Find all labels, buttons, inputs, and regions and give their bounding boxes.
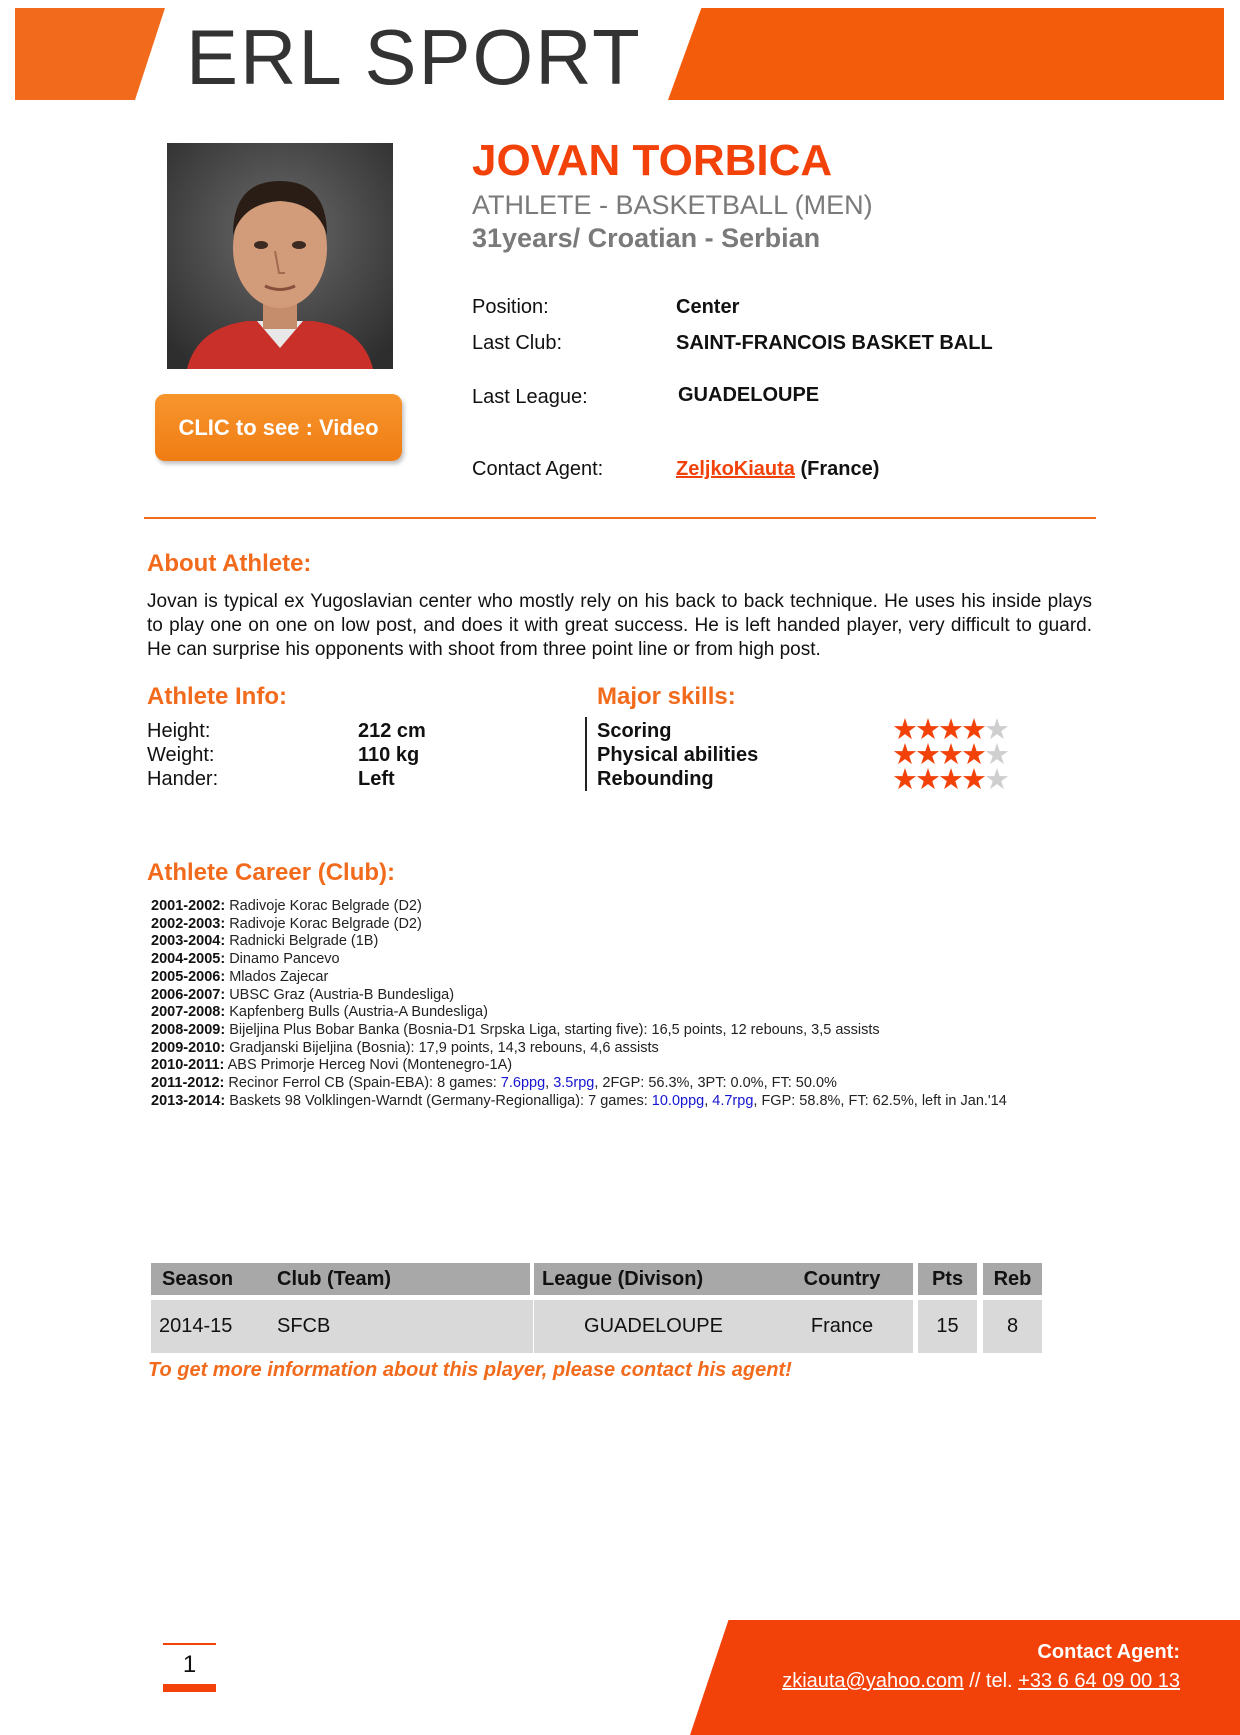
career-line: 2004-2005: Dinamo Pancevo (151, 951, 340, 968)
page-number-rule-top (163, 1643, 216, 1645)
career-heading: Athlete Career (Club): (147, 859, 396, 886)
star-filled-icon: ★ (938, 764, 961, 796)
star-filled-icon: ★ (938, 739, 961, 771)
height-label: Height: (147, 720, 211, 742)
brand-logo: ERL SPORT (186, 13, 642, 101)
col-season: Season (151, 1263, 273, 1295)
cell-season: 2014-15 (151, 1300, 273, 1353)
page-number-rule-bottom (163, 1684, 216, 1692)
career-list (151, 898, 1071, 1110)
career-line: 2010-2011: ABS Primorje Herceg Novi (Montenegro-1A) (151, 1057, 513, 1074)
star-filled-icon: ★ (915, 739, 938, 771)
header-accent-right (668, 8, 1224, 100)
career-line: 2008-2009: Bijeljina Plus Bobar Banka (Bosnia-D1 Srpska Liga, starting five): 16,5 points, 12 rebouns, 3,5 assists (151, 1021, 880, 1038)
star-empty-icon: ★ (984, 714, 1007, 746)
career-line: 2003-2004: Radnicki Belgrade (1B) (151, 933, 379, 950)
cell-reb: 8 (983, 1300, 1042, 1353)
weight-label: Weight: (147, 744, 215, 766)
star-filled-icon: ★ (915, 764, 938, 796)
cell-club: SFCB (268, 1300, 533, 1353)
contact-note: To get more information about this player, please contact his agent! (148, 1359, 792, 1381)
weight-value: 110 kg (358, 744, 420, 766)
career-line: 2002-2003: Radivoje Korac Belgrade (D2) (151, 915, 422, 932)
star-filled-icon: ★ (961, 714, 984, 746)
position-value: Center (676, 296, 740, 318)
tel-prefix: // tel. (963, 1670, 1019, 1692)
star-filled-icon: ★ (892, 714, 915, 746)
cell-pts: 15 (918, 1300, 977, 1353)
footer-contact-line (782, 1670, 1180, 1693)
skill-rating-rebounding (892, 766, 1007, 795)
col-pts: Pts (918, 1263, 977, 1295)
career-line: 2006-2007: UBSC Graz (Austria-B Bundesliga) (151, 986, 455, 1003)
skills-heading: Major skills: (597, 683, 736, 710)
col-country: Country (771, 1263, 913, 1295)
height-value: 212 cm (358, 720, 426, 742)
about-heading: About Athlete: (147, 550, 312, 577)
col-reb: Reb (983, 1263, 1042, 1295)
star-filled-icon: ★ (892, 764, 915, 796)
athlete-info-heading: Athlete Info: (147, 683, 287, 710)
hander-label: Hander: (147, 768, 219, 790)
header-accent-left (15, 8, 165, 100)
athlete-name: JOVAN TORBICA (472, 136, 833, 185)
star-empty-icon: ★ (984, 739, 1007, 771)
video-button[interactable]: CLIC to see : Video (155, 394, 402, 461)
last-league-value: GUADELOUPE (678, 384, 820, 406)
contact-agent-value (676, 458, 879, 481)
career-line: 2011-2012: Recinor Ferrol CB (Spain-EBA): 8 games: 7.6ppg, 3.5rpg, 2FGP: 56.3%, 3PT: 0.0%, FT: 50.0% (151, 1075, 837, 1092)
career-line: 2013-2014: Baskets 98 Volklingen-Warndt (Germany-Regionalliga): 7 games: 10.0ppg, 4.7rpg, FGP: 58.8%, FT: 62.5%, left in Jan.'14 (151, 1092, 1007, 1109)
career-line: 2009-2010: Gradjanski Bijeljina (Bosnia): 17,9 points, 14,3 rebouns, 4,6 assists (151, 1039, 659, 1056)
agent-link[interactable]: ZeljkoKiauta (676, 458, 795, 480)
athlete-subtitle: ATHLETE - BASKETBALL (MEN) (472, 190, 873, 220)
cell-league: GUADELOUPE (534, 1300, 773, 1353)
career-line: 2001-2002: Radivoje Korac Belgrade (D2) (151, 898, 422, 914)
agent-country: (France) (800, 458, 880, 480)
star-filled-icon: ★ (961, 739, 984, 771)
last-club-label: Last Club: (472, 332, 563, 354)
position-label: Position: (472, 296, 549, 318)
footer-contact-title: Contact Agent: (1037, 1641, 1180, 1663)
star-empty-icon: ★ (984, 764, 1007, 796)
agent-email-link[interactable]: zkiauta@yahoo.com (782, 1670, 964, 1692)
cell-country: France (771, 1300, 913, 1353)
divider (144, 517, 1096, 519)
agent-phone-link[interactable]: +33 6 64 09 00 13 (1018, 1670, 1180, 1692)
athlete-age-nationality: 31years/ Croatian - Serbian (472, 223, 821, 253)
star-filled-icon: ★ (938, 714, 961, 746)
skill-physical: Physical abilities (597, 744, 759, 766)
col-league: League (Divison) (534, 1263, 773, 1295)
career-line: 2005-2006: Mlados Zajecar (151, 968, 329, 985)
skill-rebounding: Rebounding (597, 768, 714, 790)
hander-value: Left (358, 768, 395, 790)
career-line: 2007-2008: Kapfenberg Bulls (Austria-A Bundesliga) (151, 1004, 488, 1021)
col-club: Club (Team) (268, 1263, 530, 1295)
about-text: Jovan is typical ex Yugoslavian center who mostly rely on his back to back technique. He uses his inside plays to play one on one on low post, and does it with great success. He is left handed player, very difficult to guard. He can surprise his opponents with shoot from three point line or from high post. (147, 591, 1092, 660)
star-filled-icon: ★ (961, 764, 984, 796)
last-club-value: SAINT-FRANCOIS BASKET BALL (676, 332, 993, 354)
star-filled-icon: ★ (892, 739, 915, 771)
contact-agent-label: Contact Agent: (472, 458, 604, 480)
last-league-label: Last League: (472, 386, 588, 408)
star-filled-icon: ★ (915, 714, 938, 746)
skill-scoring: Scoring (597, 720, 672, 742)
info-divider (585, 717, 587, 791)
athlete-photo (167, 143, 393, 369)
page-number: 1 (182, 1651, 197, 1678)
